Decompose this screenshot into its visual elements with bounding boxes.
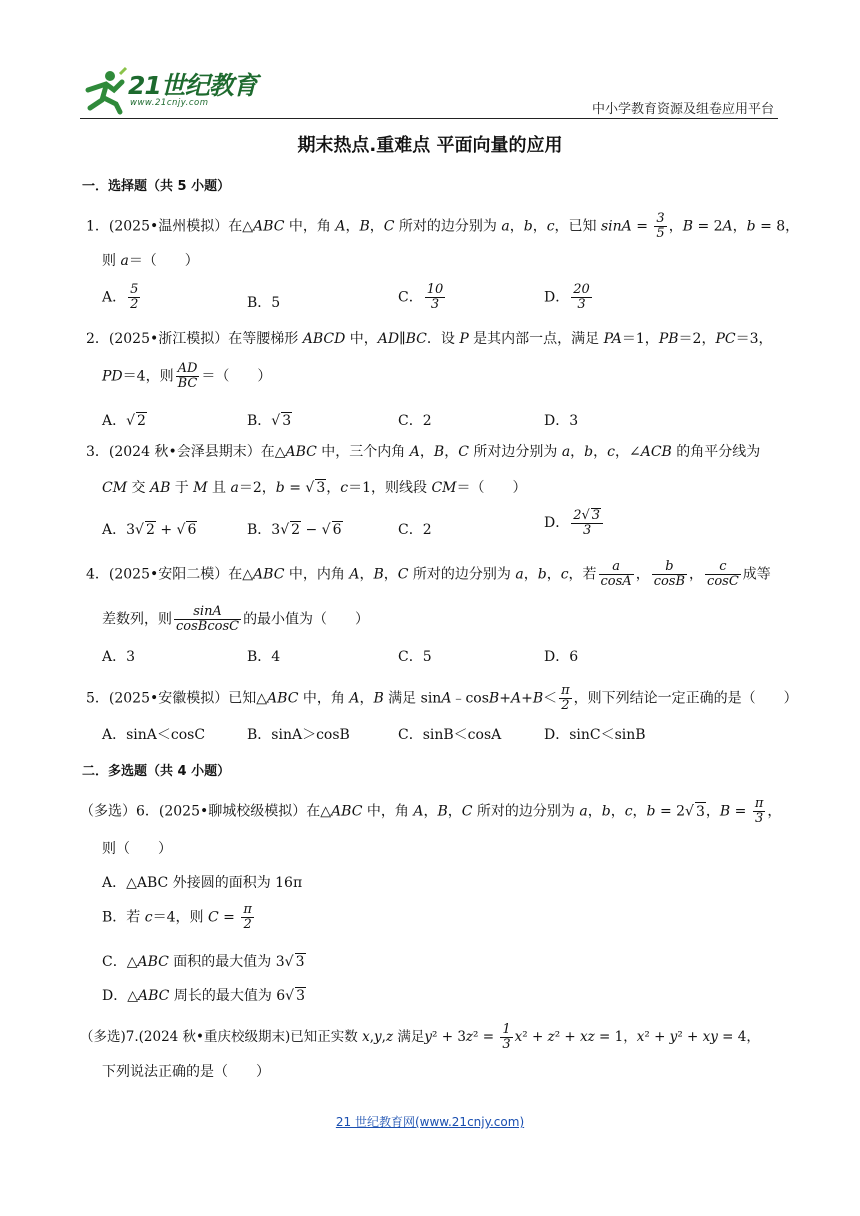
runner-logo-icon: [80, 68, 128, 114]
q1-option-d[interactable]: D． $\frac{20}{3}$: [544, 282, 590, 312]
q6-option-d[interactable]: D．△ABC 周长的最大值为 6√ 3: [102, 988, 306, 1004]
q3-option-d[interactable]: D． $\frac{2√ 3}{3}$: [544, 508, 605, 538]
question-5-text: 5．(2025•安徽模拟）已知△ABC 中，角 A，B 满足 sinA﹣cosB+A+B＜ $\frac{\pi}{2}$ ，则下列结论一定正确的是（ ）: [86, 683, 798, 713]
question-7-text: （多选)7.(2024 秋•重庆校级期末)已知正实数 x,y,z 满足y² + 3z² = $\frac{1}{3}$ x² + z² + xz = 1，x² + y² + xy = 4，: [80, 1022, 760, 1052]
q4-option-a[interactable]: A．3: [102, 649, 136, 665]
footer-link[interactable]: 21 世纪教育网(www.21cnjy.com): [335, 1115, 525, 1129]
q2-option-d[interactable]: D．3: [544, 413, 579, 429]
q2-option-c[interactable]: C．2: [398, 413, 432, 429]
q1-option-b[interactable]: B．5: [247, 295, 281, 311]
question-4-line2: 差数列，则 $\frac{\sin A}{\text{cosBcosC}}$ 的最小值为（ ）: [102, 604, 370, 634]
section-heading-multi-choice: 二．多选题（共 4 小题）: [82, 764, 231, 779]
header-divider: [80, 118, 778, 119]
q2-option-b[interactable]: B．√ 3: [247, 413, 292, 429]
logo-main-text: 21世纪教育: [128, 71, 257, 100]
question-3-text: 3．(2024 秋•会泽县期末）在△ABC 中，三个内角 A，B，C 所对边分别为 a，b，c，∠ACB 的角平分线为: [86, 444, 761, 460]
q3-option-a[interactable]: A．3√ 2 + √ 6: [102, 522, 197, 538]
q5-option-d[interactable]: D．sinC＜sinB: [544, 727, 646, 743]
q6-option-c[interactable]: C．△ABC 面积的最大值为 3√ 3: [102, 954, 305, 970]
question-3-line2: CM 交 AB 于 M 且 a＝2，b = √ 3，c＝1，则线段 CM＝（ ）: [102, 480, 527, 496]
q6-option-b[interactable]: B．若 c＝4，则 C = $\frac{\pi}{2}$: [102, 902, 252, 932]
question-2-text: 2．(2025•浙江模拟）在等腰梯形 ABCD 中，AD∥BC．设 P 是其内部一点，满足 PA＝1，PB＝2，PC＝3，: [86, 331, 773, 347]
question-6-text: （多选）6．(2025•聊城校级模拟）在△ABC 中，角 A，B，C 所对的边分别为 a，b，c，b = 2√ 3，B = $\frac{\pi}{3}$ ，: [80, 796, 782, 826]
section-heading-single-choice: 一．选择题（共 5 小题）: [82, 179, 231, 194]
page-title: 期末热点.重难点 平面向量的应用: [297, 135, 563, 156]
question-1-text: 1．(2025•温州模拟）在△ABC 中，角 A，B，C 所对的边分别为 a，b，c，已知 sinA = $\frac{3}{5}$ ，B = 2A，b = 8，: [86, 211, 800, 241]
question-7-line2: 下列说法正确的是（ ）: [102, 1064, 270, 1080]
question-4-text: 4．(2025•安阳二模）在△ABC 中，内角 A，B，C 所对的边分别为 a，b，c，若 $\frac{a}{\cos A}$ ， $\frac{b}{\cos B}$ ， $\frac{c}{\cos C}$ 成等: [86, 559, 771, 589]
q4-option-b[interactable]: B．4: [247, 649, 281, 665]
question-2-line2: PD＝4，则 $\frac{AD}{BC}$ ＝（ ）: [102, 361, 272, 391]
q5-option-b[interactable]: B．sinA＞cosB: [247, 727, 350, 743]
q3-option-c[interactable]: C．2: [398, 522, 432, 538]
q2-option-a[interactable]: A．√ 2: [102, 413, 146, 429]
logo: [80, 66, 260, 116]
question-6-line2: 则（ ）: [102, 841, 172, 857]
q4-option-d[interactable]: D．6: [544, 649, 579, 665]
q6-option-a[interactable]: A．△ABC 外接圆的面积为 16π: [102, 875, 303, 891]
platform-label: 中小学教育资源及组卷应用平台: [591, 102, 774, 117]
logo-url-text: www.21cnjy.com: [130, 98, 209, 108]
q1-option-a[interactable]: A． $\frac{5}{2}$: [102, 282, 139, 312]
q5-option-a[interactable]: A．sinA＜cosC: [102, 727, 206, 743]
q4-option-c[interactable]: C．5: [398, 649, 432, 665]
q1-option-c[interactable]: C． $\frac{10}{3}$: [398, 282, 444, 312]
q5-option-c[interactable]: C．sinB＜cosA: [398, 727, 502, 743]
q3-option-b[interactable]: B．3√ 2 − √ 6: [247, 522, 342, 538]
